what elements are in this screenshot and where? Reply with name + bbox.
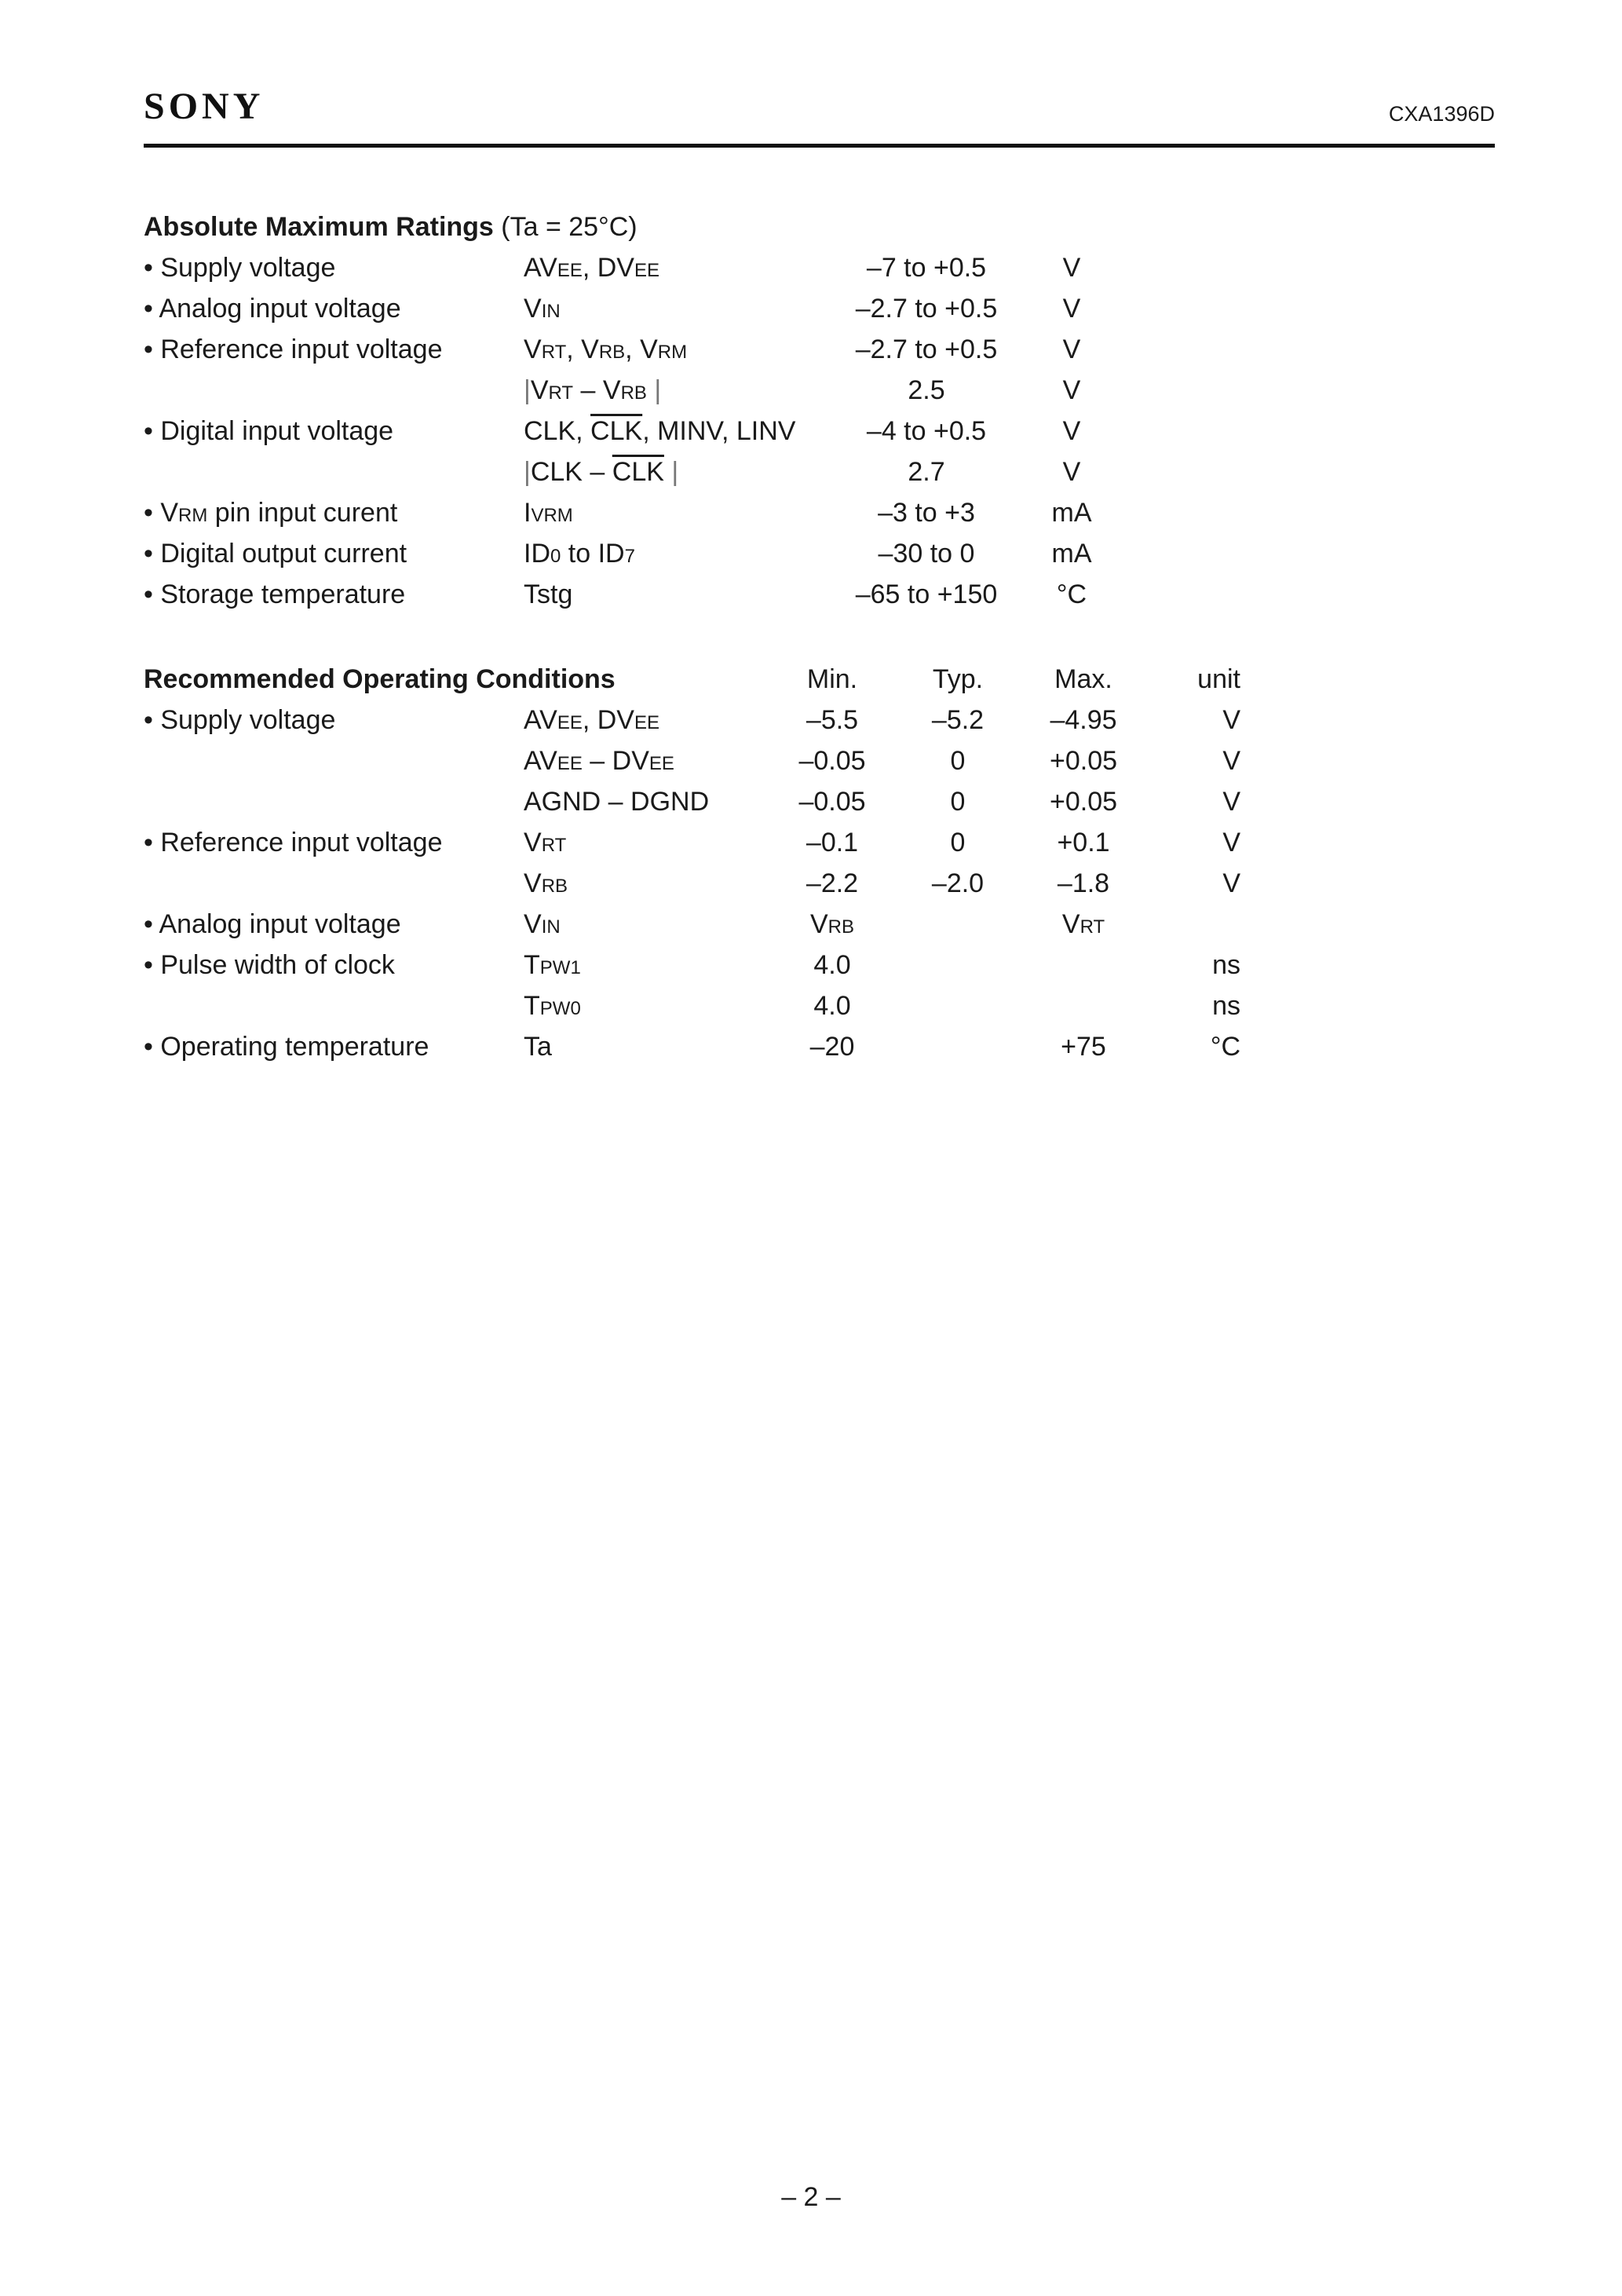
- col-header-max: Max.: [1054, 664, 1112, 694]
- row-unit: V: [1222, 705, 1240, 735]
- table-row: [0, 293, 1622, 324]
- row-min: 4.0: [813, 950, 851, 980]
- row-min: VRB: [809, 909, 855, 939]
- table-row: [0, 538, 1622, 569]
- table-row: [0, 456, 1622, 488]
- row-typ: 0: [950, 746, 966, 776]
- row-symbol: |VRT – VRB |: [524, 375, 662, 405]
- row-label: • Reference input voltage: [144, 335, 443, 364]
- row-symbol: TPW1: [524, 950, 581, 980]
- col-header-unit: unit: [1197, 664, 1240, 694]
- row-typ: –2.0: [931, 868, 985, 898]
- row-label: • Digital input voltage: [144, 416, 394, 446]
- row-label: • Reference input voltage: [144, 828, 443, 857]
- row-unit: V: [1062, 253, 1081, 283]
- table-row: [0, 415, 1622, 447]
- col-header-typ: Typ.: [932, 664, 984, 694]
- row-unit: mA: [1051, 539, 1092, 569]
- table-row: [0, 1031, 1622, 1062]
- row-unit: ns: [1212, 991, 1240, 1021]
- row-unit: V: [1222, 868, 1240, 898]
- row-typ: 0: [950, 828, 966, 857]
- row-label: • Analog input voltage: [144, 909, 401, 939]
- row-unit: V: [1062, 294, 1081, 324]
- row-symbol: AVEE, DVEE: [524, 253, 659, 283]
- table-row: [0, 786, 1622, 817]
- abs-max-heading: [144, 211, 637, 243]
- row-symbol: VRT: [524, 828, 567, 857]
- col-header-min: Min.: [806, 664, 858, 694]
- row-symbol: TPW0: [524, 991, 581, 1021]
- row-label: • Digital output current: [144, 539, 407, 569]
- row-value: –30 to 0: [878, 539, 975, 569]
- row-unit: °C: [1056, 579, 1087, 609]
- table-row: [0, 252, 1622, 283]
- row-min: –0.1: [806, 828, 859, 857]
- row-symbol: VIN: [524, 909, 561, 939]
- row-value: –4 to +0.5: [866, 416, 987, 446]
- part-number: CXA1396D: [1388, 102, 1495, 126]
- table-row: [0, 949, 1622, 981]
- row-unit: ns: [1212, 950, 1240, 980]
- row-label: • Operating temperature: [144, 1032, 429, 1062]
- abs-max-heading-row: [0, 211, 1622, 243]
- row-label: • Supply voltage: [144, 705, 336, 735]
- table-row: [0, 704, 1622, 736]
- row-symbol: AGND – DGND: [524, 787, 710, 817]
- row-label: • Supply voltage: [144, 253, 336, 283]
- row-symbol: $|CLK - \overline{CLK}$ |: [524, 457, 679, 487]
- row-unit: V: [1062, 416, 1081, 446]
- row-unit: °C: [1210, 1032, 1240, 1062]
- row-symbol: ID0 to ID7: [524, 539, 635, 569]
- row-min: –0.05: [798, 787, 866, 817]
- table-row: [0, 909, 1622, 940]
- row-value: 2.5: [908, 375, 945, 405]
- row-value: –7 to +0.5: [866, 253, 987, 283]
- row-unit: V: [1062, 335, 1081, 364]
- rec-op-title: Recommended Operating Conditions: [144, 664, 616, 694]
- row-max: +0.1: [1057, 828, 1110, 857]
- row-symbol: IVRM: [524, 498, 573, 528]
- sony-logo: SONY: [144, 86, 265, 127]
- row-max: +0.05: [1049, 787, 1118, 817]
- row-min: 4.0: [813, 991, 851, 1021]
- row-max: –1.8: [1057, 868, 1110, 898]
- row-min: –5.5: [806, 705, 859, 735]
- table-row: [0, 990, 1622, 1022]
- row-value: –2.7 to +0.5: [855, 335, 998, 364]
- page-number: – 2 –: [781, 2182, 841, 2212]
- row-symbol: VIN: [524, 294, 561, 324]
- row-unit: V: [1062, 375, 1081, 405]
- row-max: –4.95: [1050, 705, 1117, 735]
- abs-max-title: Absolute Maximum Ratings: [144, 212, 494, 242]
- table-row: [0, 827, 1622, 858]
- row-value: 2.7: [908, 457, 945, 487]
- table-row: [0, 334, 1622, 365]
- row-max: +75: [1061, 1032, 1106, 1062]
- row-label: • Analog input voltage: [144, 294, 401, 324]
- row-label: • VRM pin input curent: [144, 498, 398, 528]
- abs-max-condition: (Ta = 25°C): [501, 212, 637, 242]
- row-unit: V: [1222, 828, 1240, 857]
- table-row: [0, 375, 1622, 406]
- table-row: [0, 579, 1622, 610]
- table-row: [0, 868, 1622, 899]
- row-typ: 0: [950, 787, 966, 817]
- rec-op-heading-row: [0, 664, 1622, 695]
- row-unit: V: [1222, 787, 1240, 817]
- table-row: [0, 745, 1622, 777]
- row-symbol: Tstg: [524, 579, 573, 609]
- row-min: –2.2: [806, 868, 859, 898]
- row-symbol: VRB: [524, 868, 568, 898]
- row-label: • Storage temperature: [144, 579, 406, 609]
- row-unit: mA: [1051, 498, 1092, 528]
- row-symbol: AVEE – DVEE: [524, 746, 674, 776]
- row-value: –3 to +3: [878, 498, 975, 528]
- row-max: +0.05: [1049, 746, 1118, 776]
- row-symbol: CLK, $\overline{CLK}$, MINV, LINV: [524, 416, 796, 446]
- row-min: –0.05: [798, 746, 866, 776]
- row-typ: –5.2: [931, 705, 985, 735]
- header-rule: [144, 144, 1495, 148]
- row-symbol: VRT, VRB, VRM: [524, 335, 688, 364]
- row-max: VRT: [1061, 909, 1105, 939]
- row-unit: V: [1062, 457, 1081, 487]
- row-min: –20: [809, 1032, 855, 1062]
- row-value: –2.7 to +0.5: [855, 294, 998, 324]
- row-label: • Pulse width of clock: [144, 950, 395, 980]
- row-unit: V: [1222, 746, 1240, 776]
- table-row: [0, 497, 1622, 528]
- row-symbol: Ta: [524, 1032, 552, 1062]
- row-symbol: AVEE, DVEE: [524, 705, 659, 735]
- row-value: –65 to +150: [855, 579, 998, 609]
